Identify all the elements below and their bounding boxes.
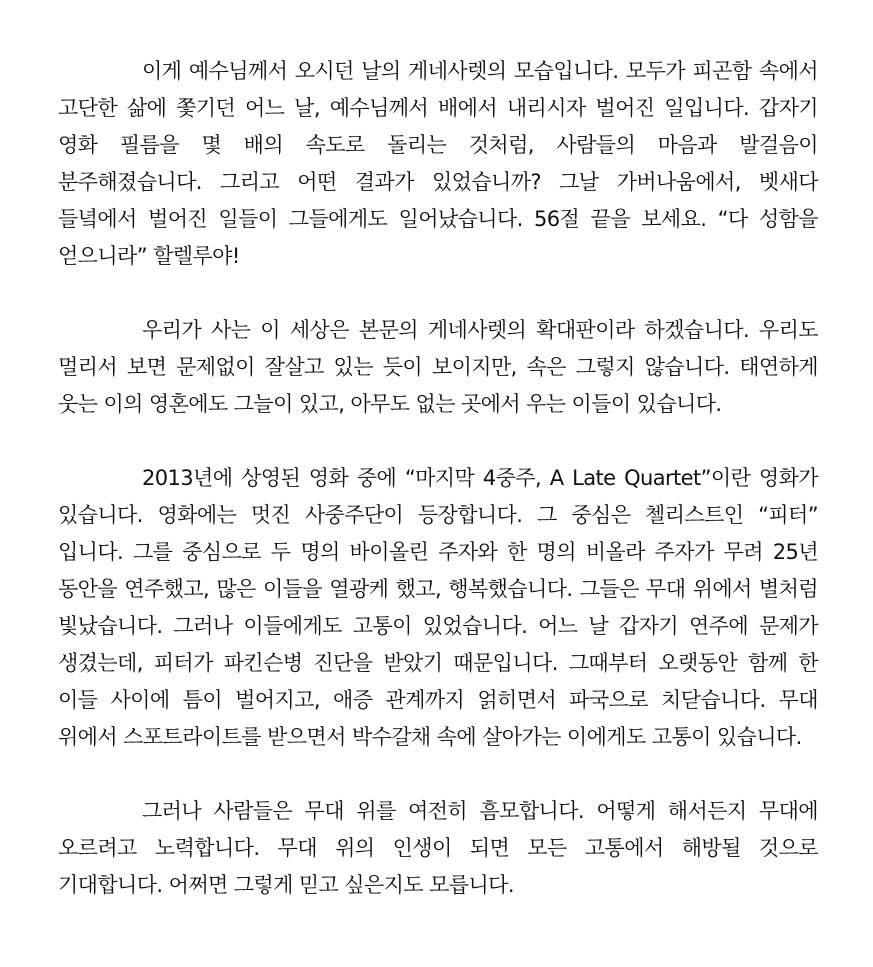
paragraph-late-quartet: 2013년에 상영된 영화 중에 “마지막 4중주, A Late Quartet”이란 영화가 있습니다. 영화에는 멋진 사중주단이 등장합니다. 그 중심은 첼리스트인 “피터” 입니다. 그를 중심으로 두 명의 바이올린 주자와 한 명의 비올라 주자가 무려 25년 동안을 연주했고, 많은 이들을 열광케 했고, 행복했습니다. 그들은 무대 위에서 별처럼 빛났습니다. 그러나 이들에게도 고통이 있었습니다. 어느 날 갑자기 연주에 문제가 생겼는데, 피터가 파킨슨병 진단을 받았기 때문입니다. 그때부터 오랫동안 함께 한 이들 사이에 틈이 벌어지고, 애증 관계까지 얽히면서 파국으로 치닫습니다. 무대 위에서 스포트라이트를 받으면서 박수갈채 속에 살아가는 이에게도 고통이 있습니다. [58, 466, 818, 749]
document-body [58, 53, 818, 904]
paragraph-world: 우리가 사는 이 세상은 본문의 게네사렛의 확대판이라 하겠습니다. 우리도 멀리서 보면 문제없이 잘살고 있는 듯이 보이지만, 속은 그렇지 않습니다. 태연하게 웃는 이의 영혼에도 그늘이 있고, 아무도 없는 곳에서 우는 이들이 있습니다. [58, 318, 818, 416]
paragraph-stage: 그러나 사람들은 무대 위를 여전히 흠모합니다. 어떻게 해서든지 무대에 오르려고 노력합니다. 무대 위의 인생이 되면 모든 고통에서 해방될 것으로 기대합니다. 어쩌면 그렇게 믿고 싶은지도 모릅니다. [58, 799, 818, 897]
paragraph-gennesaret: 이게 예수님께서 오시던 날의 게네사렛의 모습입니다. 모두가 피곤함 속에서 고단한 삶에 쫓기던 어느 날, 예수님께서 배에서 내리시자 벌어진 일입니다. 갑자기 영화 필름을 몇 배의 속도로 돌리는 것처럼, 사람들의 마음과 발걸음이 분주해졌습니다. 그리고 어떤 결과가 있었습니까? 그날 가버나움에서, 벳새다 들녘에서 벌어진 일들이 그들에게도 일어났습니다. 56절 끝을 보세요. “다 성함을 얻으니라” 할렐루야! [58, 59, 818, 268]
